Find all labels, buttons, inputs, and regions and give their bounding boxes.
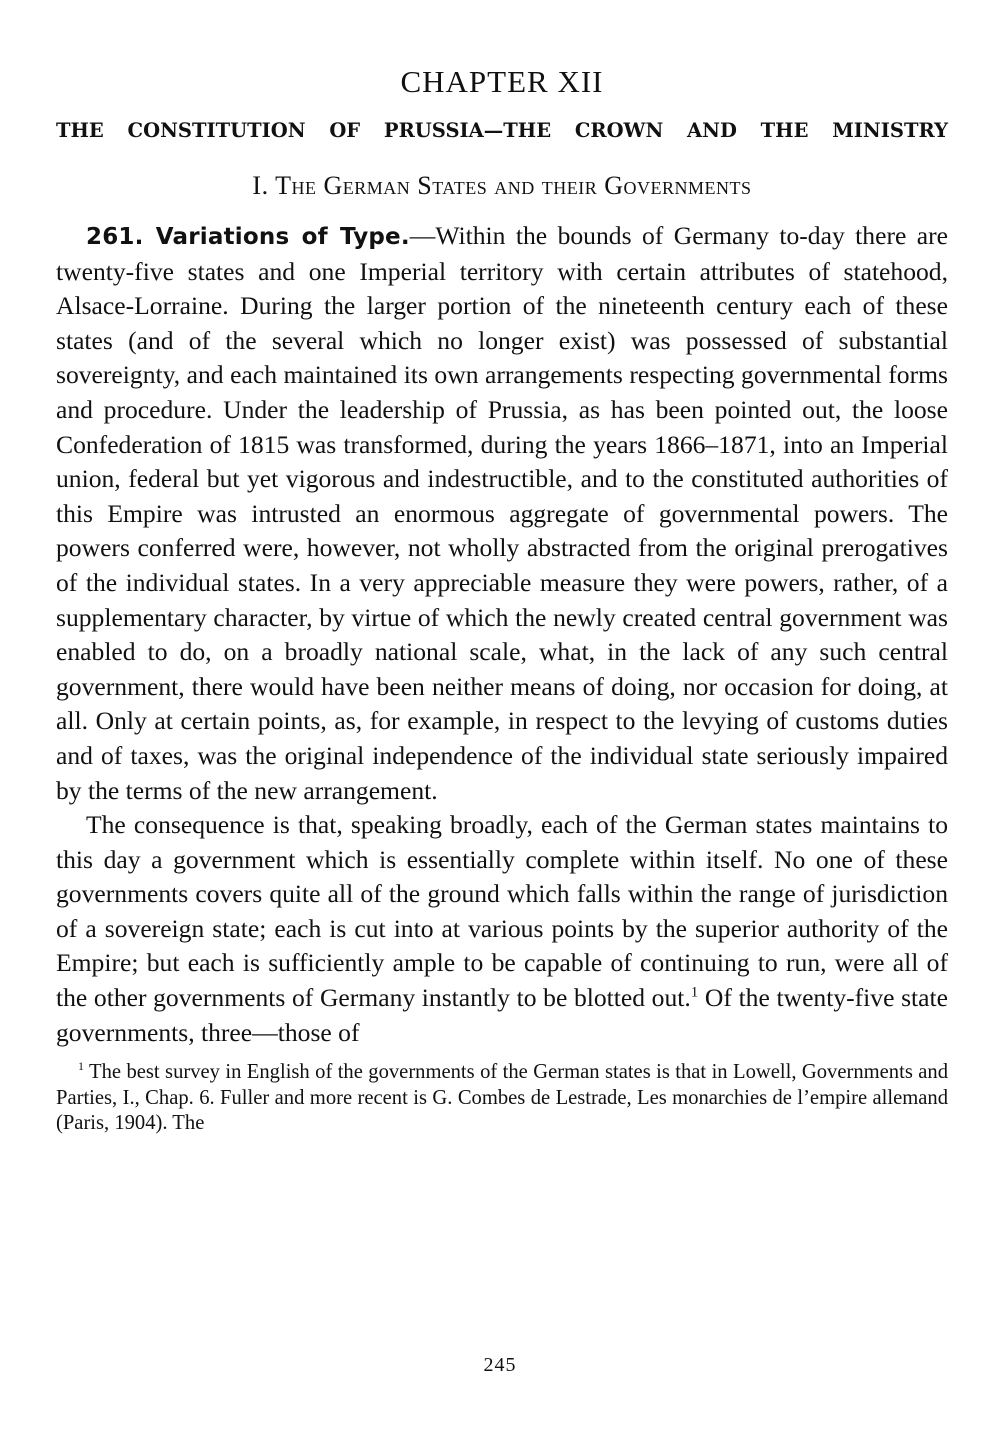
footnote-reference: 1: [690, 984, 699, 1001]
paragraph-text: —Within the bounds of Germany to-day there are twenty-five states and one Imperial territory with certain attributes of statehood, Alsace-Lorraine. During the larger portion of the nineteenth century each of these states (and of the several which no longer exist) was possessed of substantial sovereignty, and each maintained its own arrangements respecting governmental forms and procedure. Under the leadership of Prussia, as has been pointed out, the loose Confederation of 1815 was transformed, during the years 1866–1871, into an Imperial union, federal but yet vigorous and indestructible, and to the constituted authorities of this Empire was intrusted an enormous aggregate of governmental powers. The powers conferred were, however, not wholly abstracted from the original prerogatives of the individual states. In a very appreciable measure they were powers, rather, of a supplementary character, by virtue of which the newly created central government was enabled to do, on a broadly national scale, what, in the lack of any such central government, there would have been neither means of doing, nor occasion for doing, at all. Only at certain points, as, for example, in respect to the levying of customs duties and of taxes, was the original independence of the individual state seriously impaired by the terms of the new arrangement.: [56, 221, 949, 805]
paragraph-text: The consequence is that, speaking broadly, each of the German states maintains to this day a government which is essentially complete within itself. No one of these governments covers quite all of the ground which falls within the range of jurisdiction of a sovereign state; each is cut into at various points by the superior authority of the Empire; but each is sufficiently ample to be capable of continuing to run, were all of the other governments of Germany instantly to be blotted out.: [56, 810, 948, 1013]
footnote-marker: 1: [78, 1059, 84, 1074]
paragraph-consequence: [56, 808, 948, 1050]
page-content: [56, 54, 948, 1157]
chapter-number: CHAPTER XII: [400, 64, 604, 99]
paragraph-261: [56, 219, 948, 808]
footnote-text: The best survey in English of the governments of the German states is that in Lowell, Governments and Parties, I., Chap. 6. Fuller and more recent is G. Combes de Lestrade, Les monarchies de l’empire allemand (Paris, 1904). The: [56, 1061, 948, 1134]
paragraph-label: 261. Variations of Type.: [86, 224, 410, 250]
footnote: [56, 1060, 948, 1136]
section-heading: I. The German States and their Governments: [252, 171, 752, 200]
paragraph-text-continued: Of the twenty-five state governments, three—those of: [56, 983, 948, 1047]
page-number: 245: [483, 1354, 517, 1376]
chapter-title: THE CONSTITUTION OF PRUSSIA—THE CROWN AND THE MINISTRY: [56, 119, 948, 142]
